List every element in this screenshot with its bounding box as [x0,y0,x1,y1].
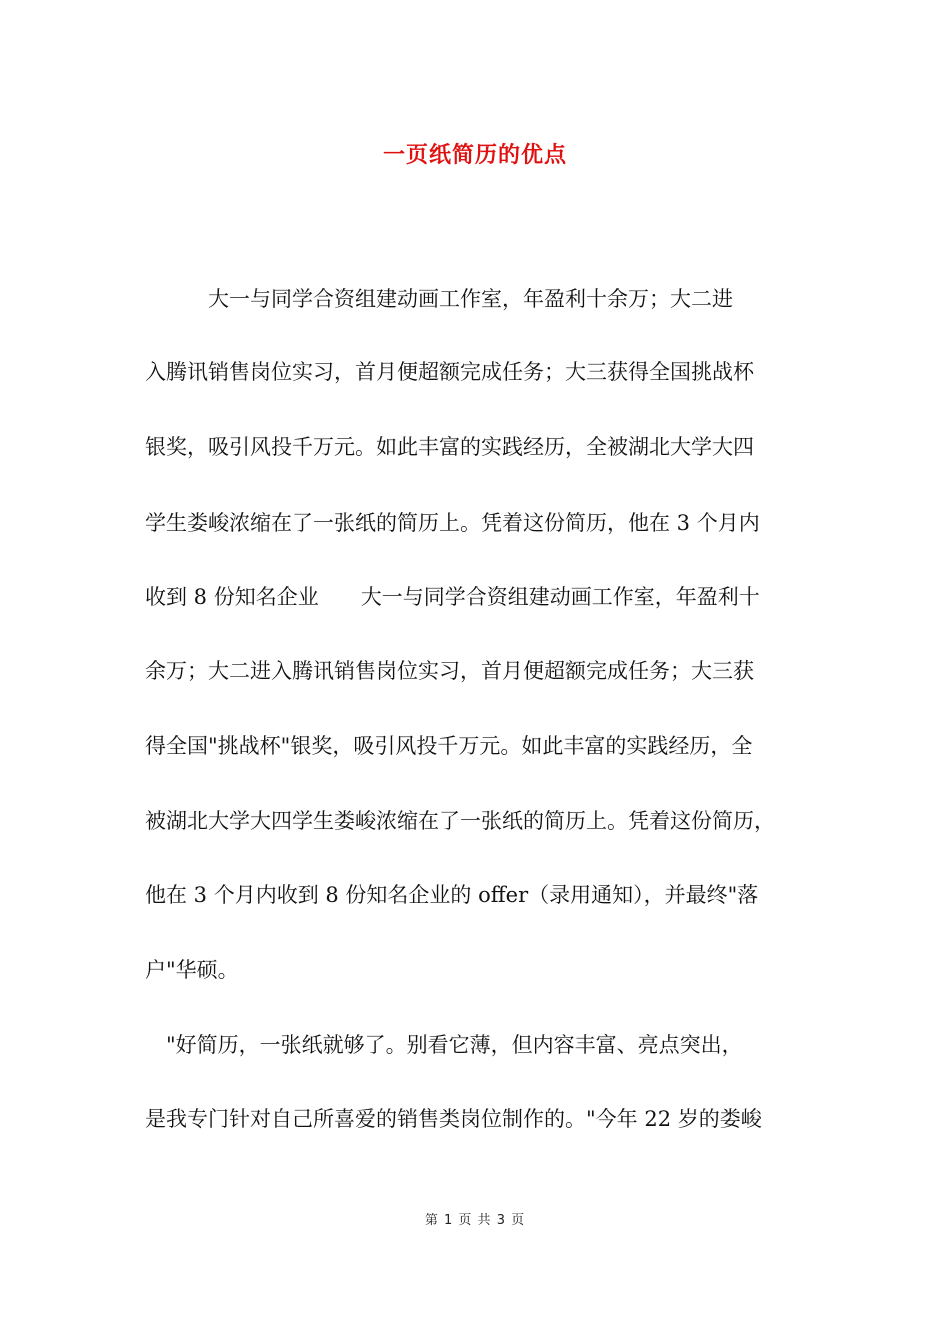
text-line: 入腾讯销售岗位实习，首月便超额完成任务；大三获得全国挑战杯 [145,360,754,384]
page-footer: 第 1 页 共 3 页 [424,1213,526,1228]
text-line: 被湖北大学大四学生娄峻浓缩在了一张纸的简历上。凭着这份简历， [145,809,775,833]
text-line: 是我专门针对自己所喜爱的销售类岗位制作的。"今年 22 岁的娄峻 [145,1107,762,1131]
text-line: 银奖，吸引风投千万元。如此丰富的实践经历，全被湖北大学大四 [145,435,754,459]
page-title: 一页纸简历的优点 [382,143,567,168]
text-line: 余万；大二进入腾讯销售岗位实习，首月便超额完成任务；大三获 [145,659,754,683]
text-line: 学生娄峻浓缩在了一张纸的简历上。凭着这份简历，他在 3 个月内 [145,511,760,535]
text-line: "好简历，一张纸就够了。别看它薄，但内容丰富、亮点突出， [145,1033,743,1057]
text-line: 户"华硕。 [145,958,239,982]
text-line: 他在 3 个月内收到 8 份知名企业的 offer（录用通知），并最终"落 [145,883,759,907]
text-line: 得全国"挑战杯"银奖，吸引风投千万元。如此丰富的实践经历，全 [145,734,753,758]
text-line: 收到 8 份知名企业 大一与同学合资组建动画工作室，年盈利十 [145,585,760,609]
text-line: 大一与同学合资组建动画工作室，年盈利十余万；大二进 [145,287,733,311]
